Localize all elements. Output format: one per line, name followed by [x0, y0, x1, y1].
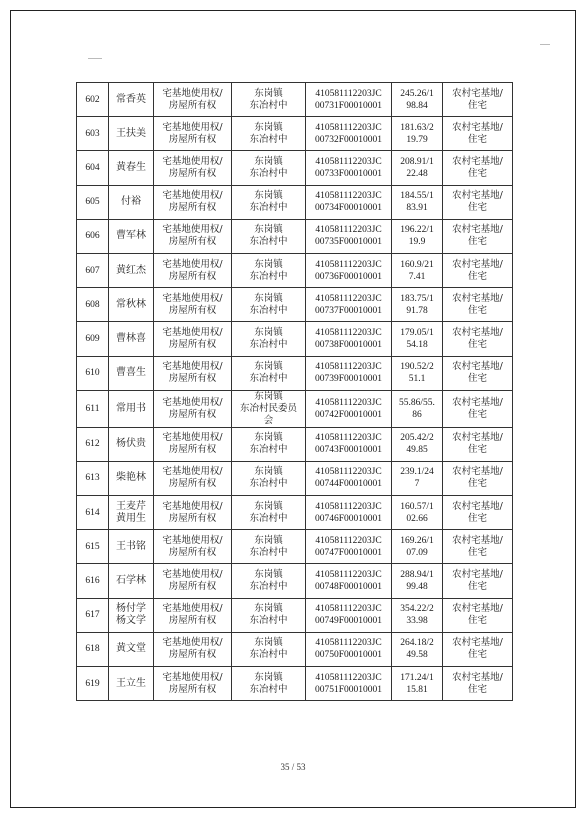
area-cell: 184.55/1 83.91: [392, 185, 443, 219]
owner-name-cell: 杨付学 杨文学: [109, 598, 154, 632]
table-row: [77, 253, 513, 287]
right-type-cell: 宅基地使用权/ 房屋所有权: [154, 83, 232, 117]
location-cell: 东岗镇 东冶村中: [232, 151, 306, 185]
row-number-cell: 603: [77, 117, 109, 151]
location-cell: 东岗镇 东冶村中: [232, 667, 306, 701]
table-row: [77, 83, 513, 117]
row-number-cell: 616: [77, 564, 109, 598]
area-cell: 183.75/1 91.78: [392, 288, 443, 322]
right-type-cell: 宅基地使用权/ 房屋所有权: [154, 632, 232, 666]
table-row: [77, 288, 513, 322]
scan-speck: [540, 44, 550, 45]
location-cell: 东岗镇 东冶村中: [232, 598, 306, 632]
location-cell: 东岗镇 东冶村中: [232, 632, 306, 666]
row-number-cell: 613: [77, 461, 109, 495]
table-row: [77, 219, 513, 253]
right-type-cell: 宅基地使用权/ 房屋所有权: [154, 151, 232, 185]
owner-name-cell: 石学林: [109, 564, 154, 598]
row-number-cell: 610: [77, 356, 109, 390]
owner-name-cell: 付裕: [109, 185, 154, 219]
row-number-cell: 602: [77, 83, 109, 117]
area-cell: 196.22/1 19.9: [392, 219, 443, 253]
row-number-cell: 614: [77, 496, 109, 530]
usage-cell: 农村宅基地/ 住宅: [443, 356, 513, 390]
row-number-cell: 609: [77, 322, 109, 356]
area-cell: 181.63/2 19.79: [392, 117, 443, 151]
area-cell: 160.57/1 02.66: [392, 496, 443, 530]
unit-code-cell: 410581112203JC 00744F00010001: [306, 461, 392, 495]
usage-cell: 农村宅基地/ 住宅: [443, 288, 513, 322]
owner-name-cell: 常用书: [109, 390, 154, 427]
unit-code-cell: 410581112203JC 00743F00010001: [306, 427, 392, 461]
area-cell: 179.05/1 54.18: [392, 322, 443, 356]
usage-cell: 农村宅基地/ 住宅: [443, 185, 513, 219]
right-type-cell: 宅基地使用权/ 房屋所有权: [154, 219, 232, 253]
right-type-cell: 宅基地使用权/ 房屋所有权: [154, 185, 232, 219]
right-type-cell: 宅基地使用权/ 房屋所有权: [154, 667, 232, 701]
unit-code-cell: 410581112203JC 00733F00010001: [306, 151, 392, 185]
table-row: [77, 322, 513, 356]
unit-code-cell: 410581112203JC 00732F00010001: [306, 117, 392, 151]
right-type-cell: 宅基地使用权/ 房屋所有权: [154, 253, 232, 287]
area-cell: 264.18/2 49.58: [392, 632, 443, 666]
owner-name-cell: 王麦芹 黄用生: [109, 496, 154, 530]
owner-name-cell: 常香英: [109, 83, 154, 117]
usage-cell: 农村宅基地/ 住宅: [443, 219, 513, 253]
row-number-cell: 612: [77, 427, 109, 461]
unit-code-cell: 410581112203JC 00751F00010001: [306, 667, 392, 701]
location-cell: 东岗镇 东冶村中: [232, 564, 306, 598]
right-type-cell: 宅基地使用权/ 房屋所有权: [154, 598, 232, 632]
right-type-cell: 宅基地使用权/ 房屋所有权: [154, 461, 232, 495]
right-type-cell: 宅基地使用权/ 房屋所有权: [154, 322, 232, 356]
owner-name-cell: 黄红杰: [109, 253, 154, 287]
usage-cell: 农村宅基地/ 住宅: [443, 151, 513, 185]
right-type-cell: 宅基地使用权/ 房屋所有权: [154, 117, 232, 151]
row-number-cell: 615: [77, 530, 109, 564]
unit-code-cell: 410581112203JC 00735F00010001: [306, 219, 392, 253]
right-type-cell: 宅基地使用权/ 房屋所有权: [154, 427, 232, 461]
usage-cell: 农村宅基地/ 住宅: [443, 461, 513, 495]
row-number-cell: 618: [77, 632, 109, 666]
area-cell: 160.9/21 7.41: [392, 253, 443, 287]
table-body: [77, 83, 513, 701]
unit-code-cell: 410581112203JC 00750F00010001: [306, 632, 392, 666]
table-row: [77, 356, 513, 390]
table-row: [77, 632, 513, 666]
usage-cell: 农村宅基地/ 住宅: [443, 322, 513, 356]
table-row: [77, 461, 513, 495]
right-type-cell: 宅基地使用权/ 房屋所有权: [154, 288, 232, 322]
usage-cell: 农村宅基地/ 住宅: [443, 117, 513, 151]
table-row: [77, 598, 513, 632]
usage-cell: 农村宅基地/ 住宅: [443, 496, 513, 530]
owner-name-cell: 曹军林: [109, 219, 154, 253]
location-cell: 东岗镇 东冶村中: [232, 253, 306, 287]
unit-code-cell: 410581112203JC 00736F00010001: [306, 253, 392, 287]
usage-cell: 农村宅基地/ 住宅: [443, 253, 513, 287]
unit-code-cell: 410581112203JC 00742F00010001: [306, 390, 392, 427]
unit-code-cell: 410581112203JC 00731F00010001: [306, 83, 392, 117]
usage-cell: 农村宅基地/ 住宅: [443, 632, 513, 666]
table-row: [77, 117, 513, 151]
location-cell: 东岗镇 东冶村中: [232, 496, 306, 530]
location-cell: 东岗镇 东冶村中: [232, 219, 306, 253]
table-row: [77, 496, 513, 530]
usage-cell: 农村宅基地/ 住宅: [443, 530, 513, 564]
right-type-cell: 宅基地使用权/ 房屋所有权: [154, 390, 232, 427]
location-cell: 东岗镇 东冶村中: [232, 427, 306, 461]
unit-code-cell: 410581112203JC 00746F00010001: [306, 496, 392, 530]
table-row: [77, 390, 513, 427]
location-cell: 东岗镇 东冶村中: [232, 185, 306, 219]
area-cell: 239.1/24 7: [392, 461, 443, 495]
area-cell: 190.52/2 51.1: [392, 356, 443, 390]
area-cell: 208.91/1 22.48: [392, 151, 443, 185]
right-type-cell: 宅基地使用权/ 房屋所有权: [154, 530, 232, 564]
location-cell: 东岗镇 东冶村民委员 会: [232, 390, 306, 427]
location-cell: 东岗镇 东冶村中: [232, 117, 306, 151]
area-cell: 171.24/1 15.81: [392, 667, 443, 701]
area-cell: 169.26/1 07.09: [392, 530, 443, 564]
row-number-cell: 611: [77, 390, 109, 427]
area-cell: 205.42/2 49.85: [392, 427, 443, 461]
row-number-cell: 606: [77, 219, 109, 253]
owner-name-cell: 王立生: [109, 667, 154, 701]
area-cell: 55.86/55. 86: [392, 390, 443, 427]
table-row: [77, 667, 513, 701]
property-rights-table: [76, 82, 513, 701]
owner-name-cell: 王书铭: [109, 530, 154, 564]
location-cell: 东岗镇 东冶村中: [232, 322, 306, 356]
row-number-cell: 617: [77, 598, 109, 632]
unit-code-cell: 410581112203JC 00737F00010001: [306, 288, 392, 322]
location-cell: 东岗镇 东冶村中: [232, 288, 306, 322]
table-row: [77, 530, 513, 564]
unit-code-cell: 410581112203JC 00748F00010001: [306, 564, 392, 598]
owner-name-cell: 曹林喜: [109, 322, 154, 356]
row-number-cell: 605: [77, 185, 109, 219]
location-cell: 东岗镇 东冶村中: [232, 356, 306, 390]
table-row: [77, 564, 513, 598]
usage-cell: 农村宅基地/ 住宅: [443, 598, 513, 632]
scan-speck: [88, 58, 102, 59]
row-number-cell: 608: [77, 288, 109, 322]
area-cell: 354.22/2 33.98: [392, 598, 443, 632]
right-type-cell: 宅基地使用权/ 房屋所有权: [154, 564, 232, 598]
page-number: 35 / 53: [280, 762, 306, 772]
unit-code-cell: 410581112203JC 00738F00010001: [306, 322, 392, 356]
row-number-cell: 604: [77, 151, 109, 185]
owner-name-cell: 王扶美: [109, 117, 154, 151]
row-number-cell: 619: [77, 667, 109, 701]
unit-code-cell: 410581112203JC 00739F00010001: [306, 356, 392, 390]
unit-code-cell: 410581112203JC 00734F00010001: [306, 185, 392, 219]
usage-cell: 农村宅基地/ 住宅: [443, 427, 513, 461]
area-cell: 245.26/1 98.84: [392, 83, 443, 117]
location-cell: 东岗镇 东冶村中: [232, 461, 306, 495]
location-cell: 东岗镇 东冶村中: [232, 83, 306, 117]
table-row: [77, 427, 513, 461]
area-cell: 288.94/1 99.48: [392, 564, 443, 598]
usage-cell: 农村宅基地/ 住宅: [443, 390, 513, 427]
unit-code-cell: 410581112203JC 00747F00010001: [306, 530, 392, 564]
owner-name-cell: 黄文堂: [109, 632, 154, 666]
owner-name-cell: 常秋林: [109, 288, 154, 322]
right-type-cell: 宅基地使用权/ 房屋所有权: [154, 356, 232, 390]
owner-name-cell: 曹喜生: [109, 356, 154, 390]
row-number-cell: 607: [77, 253, 109, 287]
location-cell: 东岗镇 东冶村中: [232, 530, 306, 564]
right-type-cell: 宅基地使用权/ 房屋所有权: [154, 496, 232, 530]
usage-cell: 农村宅基地/ 住宅: [443, 667, 513, 701]
usage-cell: 农村宅基地/ 住宅: [443, 564, 513, 598]
table-row: [77, 185, 513, 219]
owner-name-cell: 柴艳林: [109, 461, 154, 495]
owner-name-cell: 黄春生: [109, 151, 154, 185]
unit-code-cell: 410581112203JC 00749F00010001: [306, 598, 392, 632]
table-row: [77, 151, 513, 185]
owner-name-cell: 杨伏贵: [109, 427, 154, 461]
usage-cell: 农村宅基地/ 住宅: [443, 83, 513, 117]
